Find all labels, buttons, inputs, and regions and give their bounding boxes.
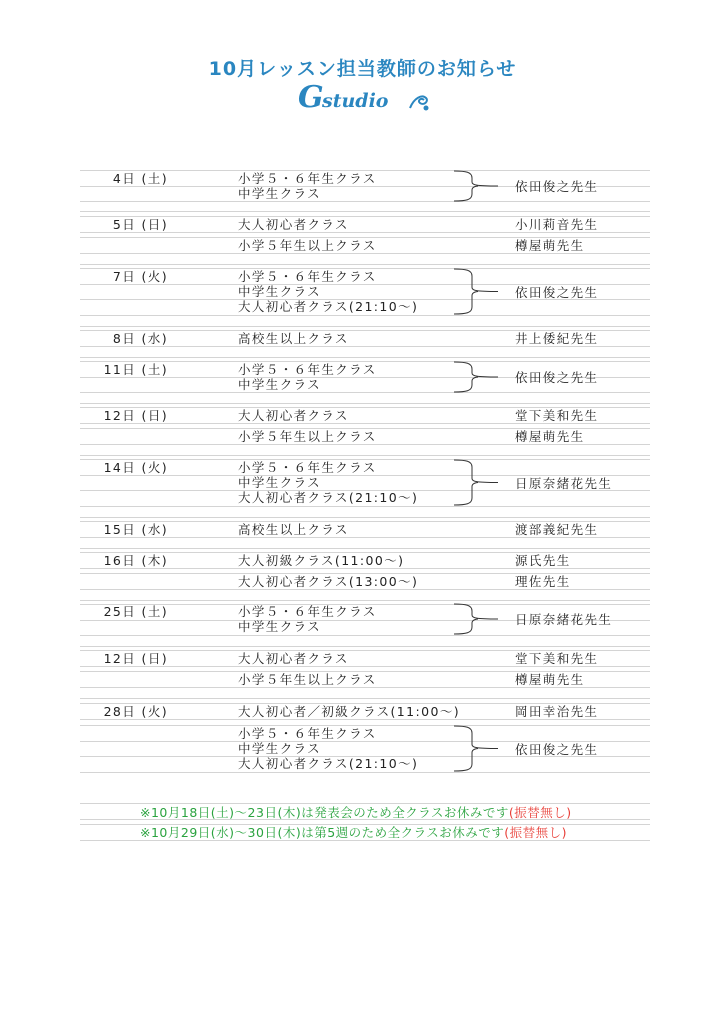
ruled-line xyxy=(80,253,650,254)
teacher-name: 依田俊之先生 xyxy=(515,370,599,385)
class-name: 大人初心者クラス xyxy=(238,408,349,423)
teacher-name: 井上倭紀先生 xyxy=(515,331,599,346)
ruled-line xyxy=(80,326,650,327)
teacher-name: 樽屋萌先生 xyxy=(515,238,585,253)
class-name: 中学生クラス xyxy=(238,377,322,392)
ruled-line xyxy=(80,357,650,358)
lesson-date: 15日 (水) xyxy=(103,522,168,537)
class-name: 中学生クラス xyxy=(238,284,322,299)
class-name: 小学５・６年生クラス xyxy=(238,460,377,475)
class-name: 小学５年生以上クラス xyxy=(238,429,377,444)
teacher-name: 樽屋萌先生 xyxy=(515,672,585,687)
lesson-date: 25日 (土) xyxy=(103,604,168,619)
teacher-name: 渡部義紀先生 xyxy=(515,522,599,537)
lesson-date: 8日 (水) xyxy=(112,331,168,346)
lesson-date: 7日 (火) xyxy=(112,269,168,284)
group-brace-icon xyxy=(452,361,502,393)
ruled-line xyxy=(80,201,650,202)
ruled-line xyxy=(80,423,650,424)
class-name: 小学５・６年生クラス xyxy=(238,269,377,284)
lesson-date: 5日 (日) xyxy=(112,217,168,232)
ruled-line xyxy=(80,444,650,445)
ruled-line xyxy=(80,315,650,316)
class-name: 大人初心者／初級クラス(11:00～) xyxy=(238,704,461,719)
ruled-line xyxy=(80,635,650,636)
ruled-line xyxy=(80,346,650,347)
teacher-name: 日原奈緒花先生 xyxy=(515,475,613,491)
ruled-line xyxy=(80,506,650,507)
class-name: 大人初心者クラス(21:10～) xyxy=(238,756,419,771)
lesson-date: 4日 (土) xyxy=(112,171,168,186)
notice-1-text: ※10月18日(土)～23日(木)は発表会のため全クラスお休みです xyxy=(140,805,509,820)
teacher-name: 樽屋萌先生 xyxy=(515,429,585,444)
teacher-name: 堂下美和先生 xyxy=(515,651,599,666)
logo-text: studio xyxy=(322,90,389,112)
group-brace-icon xyxy=(452,725,502,772)
class-name: 小学５年生以上クラス xyxy=(238,672,377,687)
ruled-line xyxy=(80,211,650,212)
logo-mark: G xyxy=(298,80,324,115)
ruled-line xyxy=(80,392,650,393)
ruled-line xyxy=(80,666,650,667)
class-name: 小学５・６年生クラス xyxy=(238,726,377,741)
notice-1 xyxy=(140,803,572,821)
class-name: 中学生クラス xyxy=(238,741,322,756)
ruled-line xyxy=(80,537,650,538)
class-name: 高校生以上クラス xyxy=(238,331,349,346)
page-title: 10月レッスン担当教師のお知らせ xyxy=(208,58,517,80)
group-brace-icon xyxy=(452,459,502,506)
lesson-date: 28日 (火) xyxy=(103,704,168,719)
class-name: 大人初心者クラス(13:00～) xyxy=(238,574,419,589)
lesson-date: 14日 (火) xyxy=(103,460,168,475)
teacher-name: 小川莉音先生 xyxy=(515,217,599,232)
class-name: 小学５・６年生クラス xyxy=(238,604,377,619)
class-name: 高校生以上クラス xyxy=(238,522,349,537)
class-name: 小学５年生以上クラス xyxy=(238,238,377,253)
lesson-date: 12日 (日) xyxy=(103,408,168,423)
ruled-line xyxy=(80,264,650,265)
notice-1-highlight: (振替無し) xyxy=(508,805,572,820)
ruled-line xyxy=(80,687,650,688)
notice-2-highlight: (振替無し) xyxy=(504,825,568,840)
notice-2-text: ※10月29日(水)～30日(木)は第5週のため全クラスお休みです xyxy=(140,825,505,840)
teacher-name: 日原奈緒花先生 xyxy=(515,612,613,627)
ruled-line xyxy=(80,698,650,699)
ruled-line xyxy=(80,568,650,569)
class-name: 大人初心者クラス(21:10～) xyxy=(238,490,419,505)
lesson-date: 11日 (土) xyxy=(103,362,168,377)
class-name: 大人初心者クラス(21:10～) xyxy=(238,299,419,314)
group-brace-icon xyxy=(452,268,502,315)
logo-swirl-icon xyxy=(406,88,432,114)
class-name: 中学生クラス xyxy=(238,475,322,490)
class-name: 大人初級クラス(11:00～) xyxy=(238,553,405,568)
ruled-line xyxy=(80,589,650,590)
ruled-line xyxy=(80,772,650,773)
ruled-line xyxy=(80,455,650,456)
class-name: 小学５・６年生クラス xyxy=(238,362,377,377)
ruled-line xyxy=(80,517,650,518)
ruled-line xyxy=(80,719,650,720)
teacher-name: 源氏先生 xyxy=(515,553,571,568)
lesson-date: 12日 (日) xyxy=(103,651,168,666)
lesson-date: 16日 (木) xyxy=(103,553,168,568)
class-name: 大人初心者クラス xyxy=(238,217,349,232)
class-name: 中学生クラス xyxy=(238,619,322,634)
group-brace-icon xyxy=(452,603,502,635)
teacher-name: 依田俊之先生 xyxy=(515,179,599,194)
teacher-name: 堂下美和先生 xyxy=(515,408,599,423)
class-name: 小学５・６年生クラス xyxy=(238,171,377,186)
ruled-line xyxy=(80,548,650,549)
class-name: 中学生クラス xyxy=(238,186,322,201)
teacher-name: 岡田幸治先生 xyxy=(515,704,599,719)
studio-logo xyxy=(298,80,438,120)
ruled-line xyxy=(80,646,650,647)
teacher-name: 依田俊之先生 xyxy=(515,284,599,300)
group-brace-icon xyxy=(452,170,502,202)
teacher-name: 理佐先生 xyxy=(515,574,571,589)
notice-2 xyxy=(140,823,567,841)
ruled-line xyxy=(80,600,650,601)
teacher-name: 依田俊之先生 xyxy=(515,741,599,757)
class-name: 大人初心者クラス xyxy=(238,651,349,666)
ruled-line xyxy=(80,232,650,233)
ruled-line xyxy=(80,403,650,404)
